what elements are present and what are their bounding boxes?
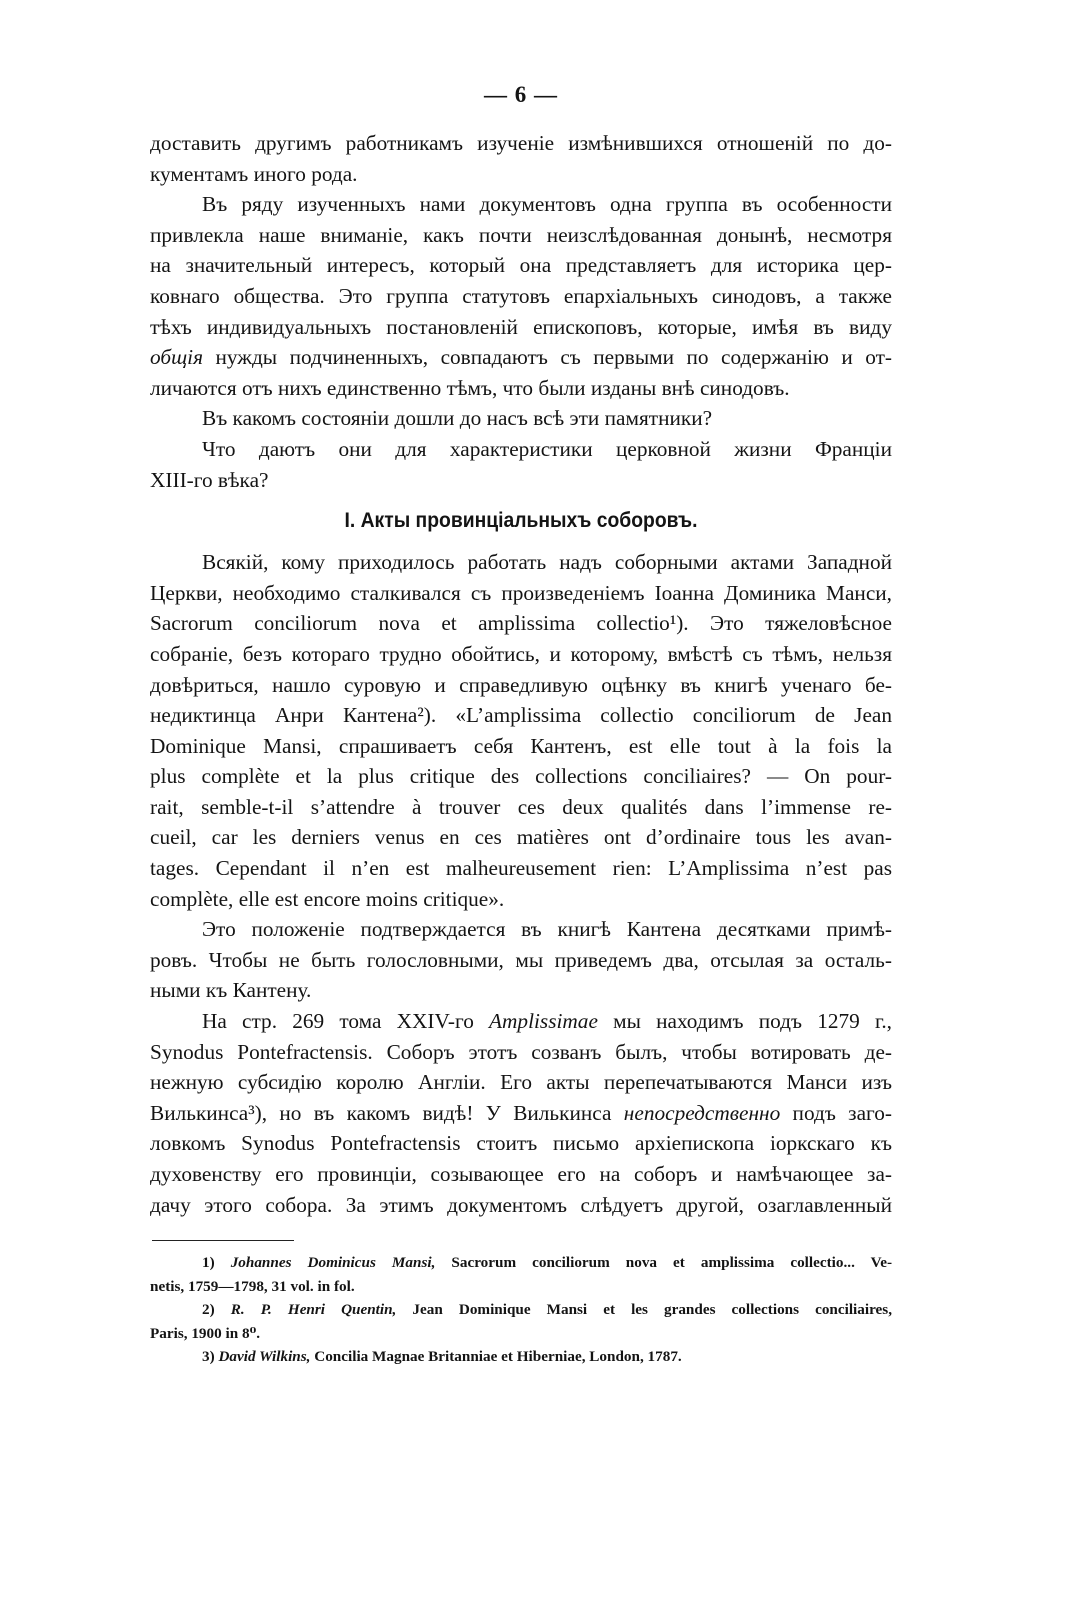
paragraph-7 (150, 1006, 892, 1220)
italic-word: общія (150, 345, 203, 370)
text-line: на значительный интересъ, который она представляетъ для историка цер- (150, 253, 892, 278)
text-fragment: На стр. 269 тома XXIV-го (202, 1009, 490, 1034)
text-line: rait, semble-t-il s’attendre à trouver ces deux qualités dans l’immense re- (150, 794, 892, 819)
footnote-marker: 3) (202, 1348, 215, 1366)
footnote-divider (152, 1240, 294, 1241)
text-line: доставить другимъ работникамъ изученіе измѣнившихся отношеній по до- (150, 131, 892, 155)
text-line: Это положеніе подтверждается въ книгѣ Кантена десятками примѣ- (202, 917, 892, 942)
text-line: Synodus Pontefractensis. Соборъ этотъ созванъ былъ, чтобы вотировать де- (150, 1039, 892, 1064)
text-line: кументамъ иного рода. (150, 161, 358, 186)
footnote-3 (150, 1345, 892, 1369)
text-line: XIII-го вѣка? (150, 467, 269, 492)
footnote-marker: 1) (202, 1254, 215, 1272)
text-fragment: мы находимъ подъ 1279 г., (597, 1009, 892, 1034)
text-line: личаются отъ нихъ единственно тѣмъ, что были изданы внѣ синодовъ. (150, 375, 790, 400)
footnotes (150, 1251, 892, 1369)
footnote-author: David Wilkins, (218, 1348, 311, 1366)
italic-word: Amplissimae (489, 1009, 598, 1034)
text-line: ковнаго общества. Это группа статутовъ епархіальныхъ синодовъ, а также (150, 283, 892, 308)
footnote-author: R. P. Henri Quentin, (230, 1301, 397, 1319)
text-line: ными къ Кантену. (150, 978, 312, 1003)
paragraph-6 (150, 914, 892, 1006)
text-line: Что даютъ они для характеристики церковной жизни Франціи (202, 436, 892, 461)
text-line: тѣхъ индивидуальныхъ постановленій епископовъ, которые, имѣя въ виду (150, 314, 892, 339)
text-line: Церкви, необходимо сталкивался съ произведеніемъ Іоанна Доминика Манси, (150, 580, 892, 605)
paragraph-5 (150, 547, 892, 914)
text-line (150, 342, 892, 373)
text-line (150, 1006, 892, 1037)
text-line: cueil, car les derniers venus en ces matières ont d’ordinaire tous les avan- (150, 825, 892, 850)
footnote-continuation: Paris, 1900 in 8⁰. (150, 1324, 261, 1342)
text-line: plus complète et la plus critique des collections conciliaires? — On pour- (150, 764, 892, 789)
text-line: недиктинца Анри Кантена²). «L’amplissima collectio conciliorum de Jean (150, 703, 892, 728)
footnote-continuation: netis, 1759—1798, 31 vol. in fol. (150, 1277, 355, 1295)
text-line: собраніе, безъ котораго трудно обойтись, и которому, вмѣстѣ съ тѣмъ, нельзя (150, 641, 892, 666)
footnote-1 (150, 1251, 892, 1275)
text-line: Всякій, кому приходилось работать надъ соборными актами Западной (202, 550, 892, 575)
text-line: Въ какомъ состояніи дошли до насъ всѣ эти памятники? (202, 406, 713, 431)
text-line: tages. Cependant il n’en est malheureusement rien: L’Amplissima n’est pas (150, 856, 892, 881)
paragraph-1 (150, 128, 892, 189)
footnote-text: Sacrorum conciliorum nova et amplissima collectio... Ve- (435, 1254, 893, 1272)
page-body (150, 82, 892, 1369)
text-line: ловкомъ Synodus Pontefractensis стоитъ письмо архіепископа іоркскаго къ (150, 1131, 892, 1156)
footnote-text: Jean Dominique Mansi et les grandes collections conciliaires, (396, 1301, 892, 1319)
italic-word: непосредственно (623, 1100, 781, 1125)
text-fragment: нужды подчиненныхъ, совпадаютъ съ первыми по содержанію и от- (202, 345, 892, 370)
text-line (150, 1098, 892, 1129)
footnote-2 (150, 1298, 892, 1322)
text-line: привлекла наше вниманіе, какъ почти неизслѣдованная донынѣ, несмотря (150, 222, 892, 247)
footnote-text: Concilia Magnae Britanniae et Hiberniae, London, 1787. (310, 1348, 682, 1366)
section-heading: I. Акты провинціальныхъ соборовъ. (344, 509, 698, 533)
paragraph-4 (150, 434, 892, 495)
text-line: дачу этого собора. За этимъ документомъ слѣдуетъ другой, озаглавленный (150, 1192, 892, 1217)
text-line: Sacrorum conciliorum nova et amplissima collectio¹). Это тяжеловѣсное (150, 611, 892, 636)
text-line: нежную субсидію королю Англіи. Его акты перепечатываются Манси изъ (150, 1070, 892, 1095)
text-fragment: подъ заго- (780, 1100, 892, 1125)
paragraph-3 (150, 403, 892, 434)
page-number: — 6 — (484, 82, 558, 107)
text-line: духовенству его провинціи, созывающее его на соборъ и намѣчающее за- (150, 1162, 892, 1186)
paragraph-2 (150, 189, 892, 403)
footnote-author: Johannes Dominicus Mansi, (230, 1254, 436, 1272)
text-line: complète, elle est encore moins critique». (150, 886, 505, 911)
text-fragment: Вилькинса³), но въ какомъ видѣ! У Вилькинса (150, 1100, 624, 1125)
text-line: довѣриться, нашло суровую и справедливую оцѣнку въ книгѣ ученаго бе- (150, 672, 892, 697)
text-line: Въ ряду изученныхъ нами документовъ одна группа въ особенности (202, 192, 892, 217)
text-line: Dominique Mansi, спрашиваетъ себя Кантенъ, est elle tout à la fois la (150, 733, 892, 758)
text-line: ровъ. Чтобы не быть голословными, мы приведемъ два, отсылая за осталь- (150, 947, 892, 972)
footnote-marker: 2) (202, 1301, 215, 1319)
